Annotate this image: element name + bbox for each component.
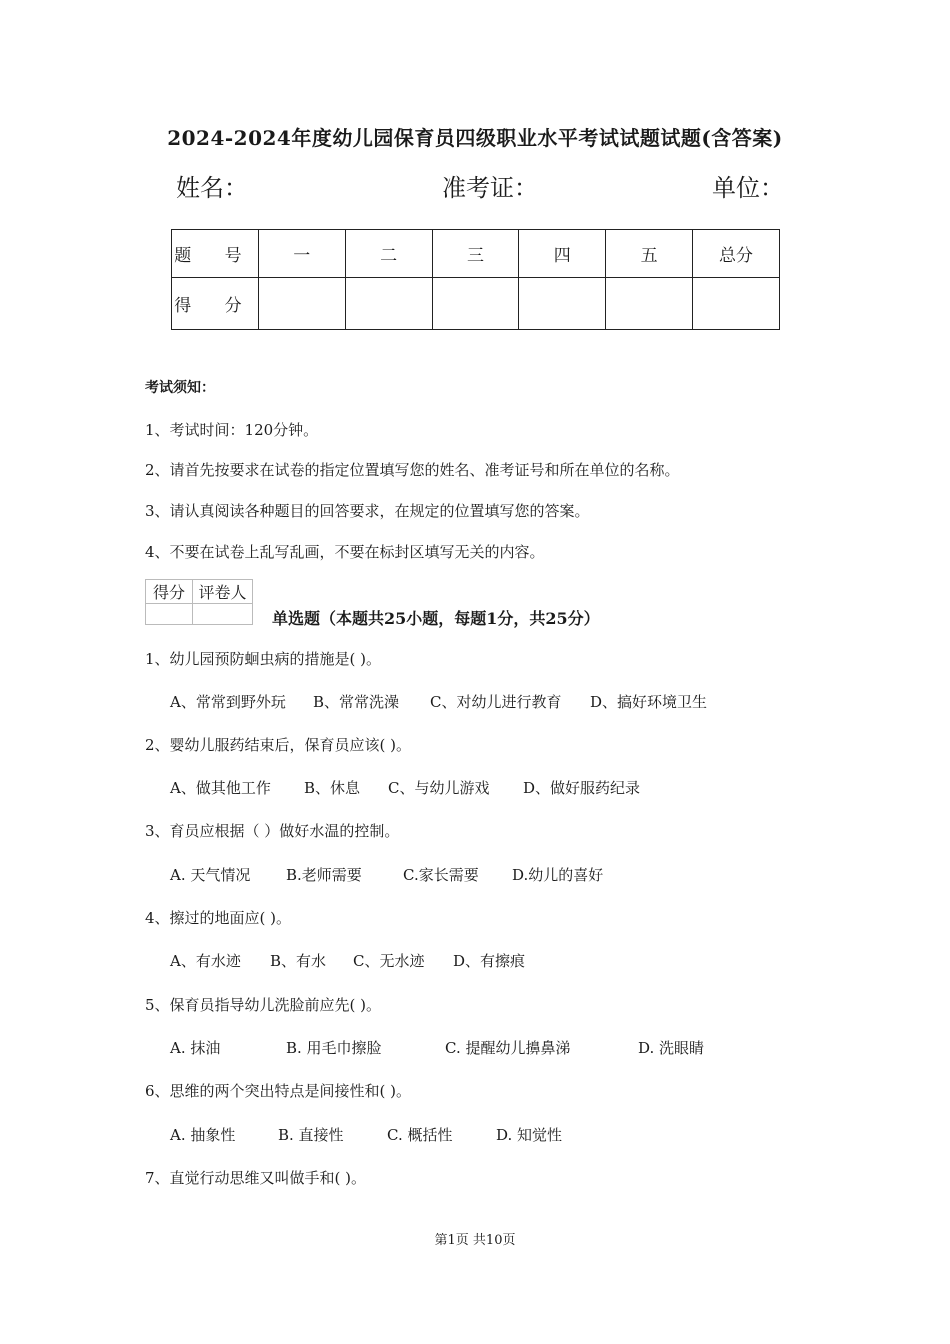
option: D. 洗眼睛 bbox=[638, 1039, 705, 1057]
score-table-col-2: 二 bbox=[345, 230, 432, 278]
score-cell bbox=[345, 278, 432, 330]
page-title: 2024-2024年度幼儿园保育员四级职业水平考试试题试题(含答案) bbox=[167, 126, 783, 150]
grader-reviewer-label: 评卷人 bbox=[193, 580, 253, 604]
score-cell bbox=[606, 278, 693, 330]
option: C、对幼儿进行教育 bbox=[430, 693, 562, 711]
option: A、做其他工作 bbox=[170, 779, 271, 797]
option: A、常常到野外玩 bbox=[170, 693, 286, 711]
score-table-col-1: 一 bbox=[258, 230, 345, 278]
score-table-col-5: 五 bbox=[606, 230, 693, 278]
notice-item: 3、请认真阅读各种题目的回答要求，在规定的位置填写您的答案。 bbox=[145, 502, 590, 520]
question-4: 4、擦过的地面应( )。 bbox=[145, 909, 292, 927]
grader-score-cell bbox=[146, 604, 193, 625]
question-6-options bbox=[170, 1124, 562, 1145]
name-field-label: 姓名： bbox=[176, 174, 248, 202]
notice-item: 2、请首先按要求在试卷的指定位置填写您的姓名、准考证号和所在单位的名称。 bbox=[145, 461, 680, 479]
question-2-options bbox=[170, 777, 640, 798]
question-3: 3、育员应根据（ ）做好水温的控制。 bbox=[145, 822, 400, 840]
option: C. 提醒幼儿擤鼻涕 bbox=[445, 1039, 571, 1057]
question-6: 6、思维的两个突出特点是间接性和( )。 bbox=[145, 1082, 412, 1100]
option: D、做好服药纪录 bbox=[523, 779, 641, 797]
question-1: 1、幼儿园预防蛔虫病的措施是( )。 bbox=[145, 650, 382, 668]
grader-box bbox=[145, 579, 253, 625]
score-table-row-label: 得 分 bbox=[172, 278, 259, 330]
score-table-score-row bbox=[172, 278, 780, 330]
grader-score-label: 得分 bbox=[146, 580, 193, 604]
option: C、与幼儿游戏 bbox=[388, 779, 490, 797]
question-5: 5、保育员指导幼儿洗脸前应先( )。 bbox=[145, 996, 382, 1014]
option: A. 抽象性 bbox=[170, 1126, 236, 1144]
score-table-col-total: 总分 bbox=[693, 230, 780, 278]
score-table bbox=[171, 229, 780, 330]
option: D. 知觉性 bbox=[496, 1126, 563, 1144]
option: A、有水迹 bbox=[170, 952, 241, 970]
score-table-col-3: 三 bbox=[432, 230, 519, 278]
question-1-options bbox=[170, 691, 707, 712]
option: C.家长需要 bbox=[403, 866, 479, 884]
option: B、常常洗澡 bbox=[313, 693, 400, 711]
question-2: 2、婴幼儿服药结束后，保育员应该( )。 bbox=[145, 736, 412, 754]
option: A. 抹油 bbox=[170, 1039, 221, 1057]
option: B. 直接性 bbox=[278, 1126, 344, 1144]
score-table-header-row bbox=[172, 230, 780, 278]
notice-title: 考试须知： bbox=[145, 380, 215, 396]
notice-item: 4、不要在试卷上乱写乱画，不要在标封区填写无关的内容。 bbox=[145, 543, 545, 561]
page-footer: 第1页 共10页 bbox=[434, 1233, 516, 1248]
score-table-col-4: 四 bbox=[519, 230, 606, 278]
section-title: 单选题（本题共25小题，每题1分，共25分） bbox=[272, 609, 600, 628]
question-4-options bbox=[170, 950, 525, 971]
question-7: 7、直觉行动思维又叫做手和( )。 bbox=[145, 1169, 367, 1187]
score-cell bbox=[519, 278, 606, 330]
option: B.老师需要 bbox=[286, 866, 362, 884]
option: B. 用毛巾擦脸 bbox=[286, 1039, 382, 1057]
score-table-header-label: 题 号 bbox=[172, 230, 259, 278]
option: B、有水 bbox=[270, 952, 327, 970]
question-3-options bbox=[170, 864, 603, 885]
question-5-options bbox=[170, 1037, 704, 1058]
option: C、无水迹 bbox=[353, 952, 425, 970]
option: D.幼儿的喜好 bbox=[512, 866, 604, 884]
option: C. 概括性 bbox=[387, 1126, 453, 1144]
unit-field-label: 单位： bbox=[712, 174, 784, 202]
score-cell bbox=[693, 278, 780, 330]
notice-item: 1、考试时间：120分钟。 bbox=[145, 421, 319, 439]
option: D、有擦痕 bbox=[453, 952, 526, 970]
exam-id-field-label: 准考证： bbox=[442, 174, 538, 202]
option: D、搞好环境卫生 bbox=[590, 693, 708, 711]
option: B、休息 bbox=[304, 779, 361, 797]
option: A. 天气情况 bbox=[170, 866, 251, 884]
score-cell bbox=[432, 278, 519, 330]
score-cell bbox=[258, 278, 345, 330]
grader-reviewer-cell bbox=[193, 604, 253, 625]
